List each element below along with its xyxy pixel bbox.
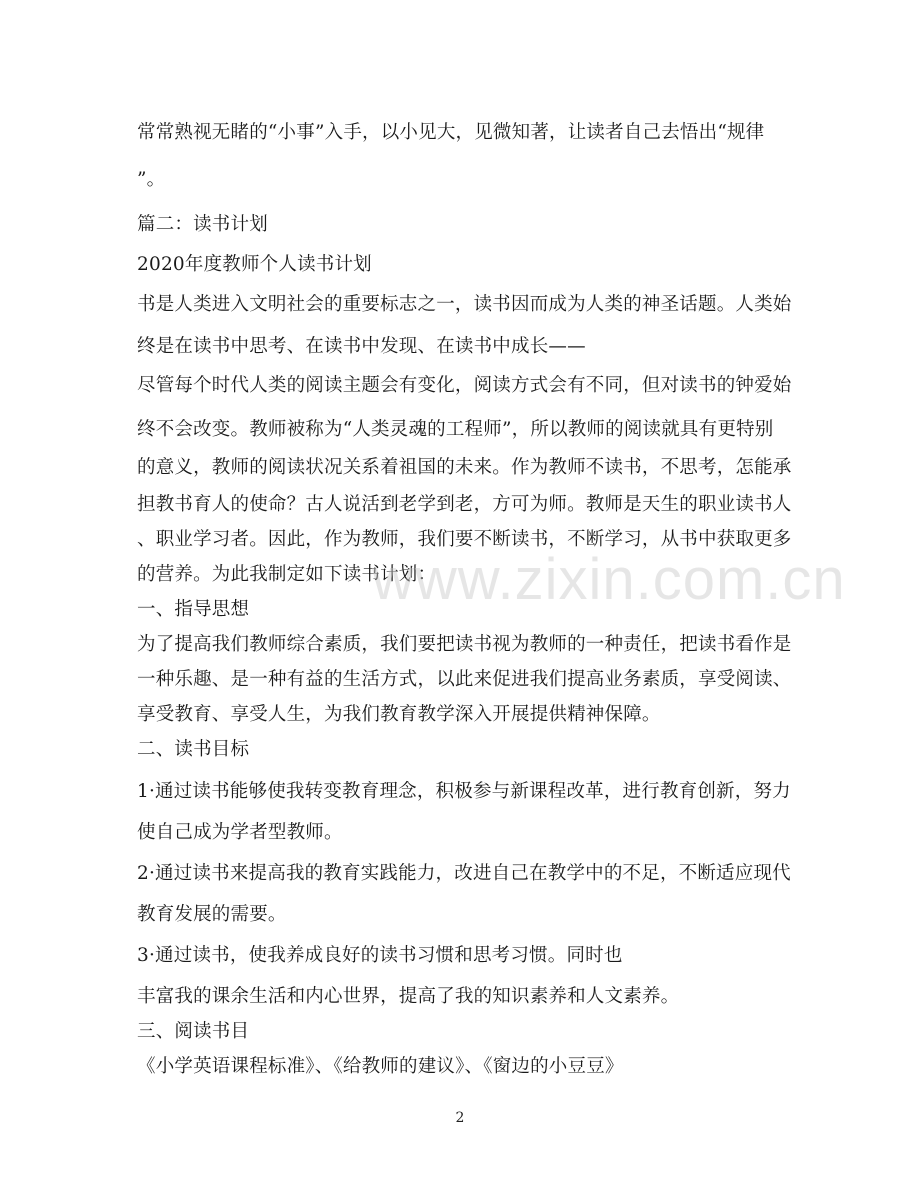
text-line: 终不会改变。教师被称为“人类灵魂的工程师”，所以教师的阅读就具有更特别 [137, 419, 774, 440]
text-line: 1·通过读书能够使我转变教育理念，积极参与新课程改革，进行教育创新，努力 [137, 781, 791, 802]
section-heading: 二、读书目标 [137, 739, 250, 760]
text-line: 终是在读书中思考、在读书中发现、在读书中成长—— [137, 336, 586, 357]
text-line: 一种乐趣、是一种有益的生活方式，以此来促进我们提高业务素质，享受阅读、 [137, 669, 792, 690]
text-line: 享受教育、享受人生，为我们教育教学深入开展提供精神保障。 [137, 704, 661, 725]
text-line: 教育发展的需要。 [137, 904, 287, 925]
section-heading: 一、指导思想 [137, 599, 250, 620]
text-line: 《小学英语课程标准》、《给教师的建议》、《窗边的小豆豆》 [137, 1056, 624, 1077]
text-line: 尽管每个时代人类的阅读主题会有变化，阅读方式会有不同，但对读书的钟爱始 [137, 375, 792, 396]
text-line: 使自己成为学者型教师。 [137, 822, 343, 843]
watermark: www.zixin.com.cn [372, 547, 846, 612]
section-heading: 三、阅读书目 [137, 1021, 250, 1042]
text-line: 丰富我的课余生活和内心世界，提高了我的知识素养和人文素养。 [137, 986, 680, 1007]
section-heading: 篇二：读书计划 [137, 214, 268, 235]
text-line: ”。 [137, 169, 166, 190]
text-line: 的营养。为此我制定如下读书计划： [137, 564, 437, 585]
text-line: 书是人类进入文明社会的重要标志之一，读书因而成为人类的神圣话题。人类始 [137, 294, 792, 315]
text-line: 的意义，教师的阅读状况关系着祖国的未来。作为教师不读书，不思考，怎能承 [137, 457, 792, 478]
text-line: 为了提高我们教师综合素质，我们要把读书视为教师的一种责任，把读书看作是 [137, 634, 792, 655]
text-line: 2·通过读书来提高我的教育实践能力，改进自己在教学中的不足，不断适应现代 [137, 863, 791, 884]
text-line: 担教书育人的使命？古人说活到老学到老，方可为师。教师是天生的职业读书人 [137, 494, 792, 515]
page-number: 2 [455, 1110, 465, 1126]
text-line: 3·通过读书，使我养成良好的读书习惯和思考习惯。同时也 [137, 945, 623, 966]
text-line: 、职业学习者。因此，作为教师，我们要不断读书，不断学习，从书中获取更多 [137, 529, 792, 550]
text-line: 常常熟视无睹的“小事”入手，以小见大，见微知著，让读者自己去悟出“规律 [137, 122, 765, 143]
document-title: 2020年度教师个人读书计划 [137, 254, 372, 275]
